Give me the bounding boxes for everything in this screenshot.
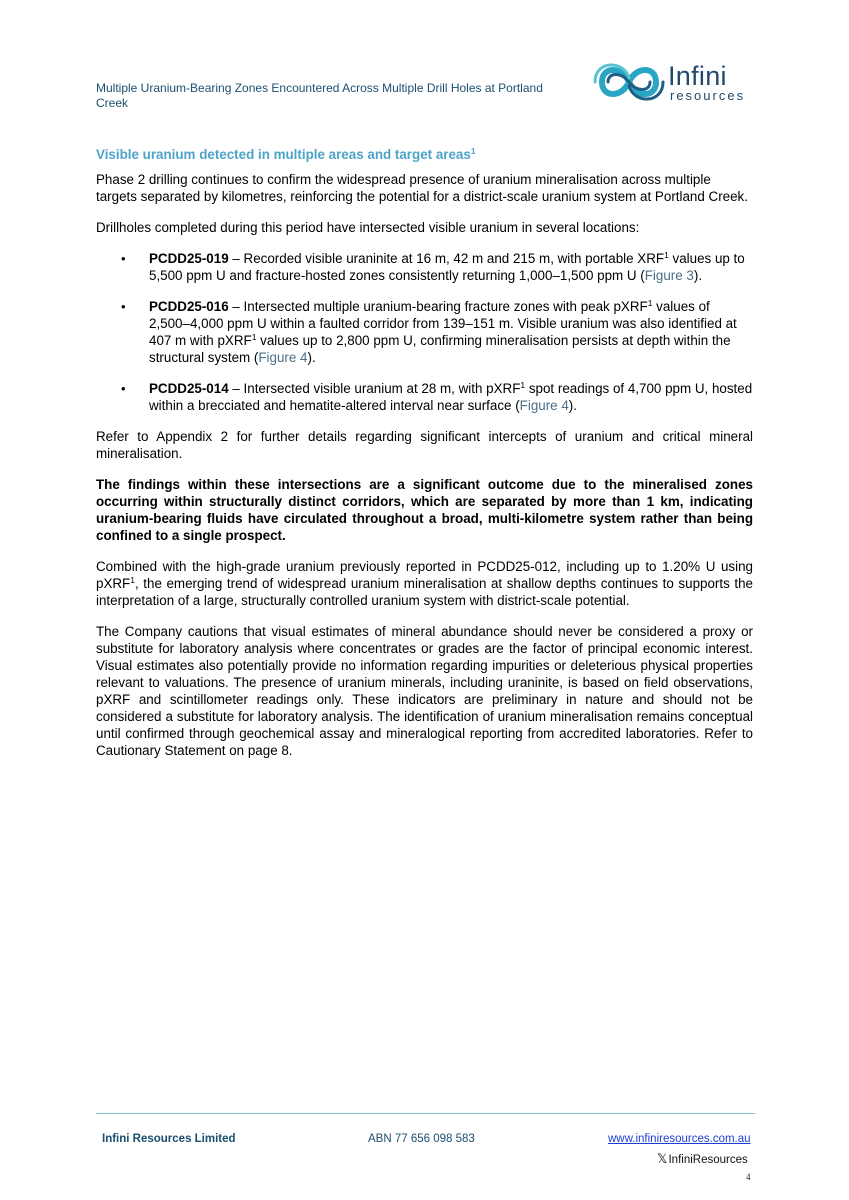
footer-abn: ABN 77 656 098 583 <box>368 1133 475 1145</box>
list-item-text: – Intersected visible uranium at 28 m, with pXRF <box>228 381 521 396</box>
drillholes-paragraph: Drillholes completed during this period have intersected visible uranium in several locations: <box>96 220 640 235</box>
document-body <box>96 146 753 773</box>
section-heading <box>96 146 753 163</box>
logo-wordmark: Infini <box>668 61 727 91</box>
footnote-ref: 1 <box>664 250 669 260</box>
list-item-text: spot readings of 4,700 ppm U, hosted within a brecciated and hematite-altered interval near surface ( <box>149 381 753 413</box>
drillhole-list <box>96 250 753 414</box>
x-logo-icon: 𝕏 <box>657 1151 668 1166</box>
intro-paragraph: Phase 2 drilling continues to confirm the widespread presence of uranium mineralisation across multiple targets separated by kilometres, reinforcing the potential for a district-scale uranium system at Portland Creek. <box>96 172 748 204</box>
paragraph-text: , the emerging trend of widespread uranium mineralisation at shallow depths continues to supports the interpretation of a large, structurally controlled uranium system with district-scale potential. <box>96 576 753 608</box>
combined-paragraph <box>96 558 753 609</box>
bullet-icon: • <box>121 251 126 266</box>
footer-divider <box>96 1113 755 1114</box>
list-item-text: values up to 5,500 ppm U and fracture-hosted zones consistently returning 1,000–1,500 ppm U ( <box>149 251 745 283</box>
infinity-logo-icon <box>592 58 666 106</box>
logo-subtitle: resources <box>670 88 746 103</box>
list-item-text: – Recorded visible uraninite at 16 m, 42 m and 215 m, with portable XRF <box>228 251 665 266</box>
list-item-text: values up to 2,800 ppm U, confirming mineralisation persists at depth within the structural system ( <box>149 333 731 365</box>
list-item-text: ). <box>307 350 316 365</box>
company-logo <box>592 58 762 106</box>
drillhole-id: PCDD25-016 <box>149 299 229 314</box>
footnote-ref: 1 <box>251 332 257 342</box>
footer-social-handle[interactable] <box>657 1151 748 1167</box>
figure-reference: Figure 4 <box>519 398 569 413</box>
footnote-ref: 1 <box>520 380 526 390</box>
list-item-text: – Intersected multiple uranium-bearing fracture zones with peak pXRF <box>228 299 648 314</box>
findings-paragraph: The findings within these intersections are a significant outcome due to the mineralised zones occurring within structurally distinct corridors, which are separated by more than 1 km, indicating uranium-bearing fluids have circulated throughout a broad, multi-kilometre system rather than being confined to a single prospect. <box>96 477 753 543</box>
footnote-ref: 1 <box>470 146 476 156</box>
list-item <box>96 298 753 366</box>
drillhole-id: PCDD25-014 <box>149 381 229 396</box>
social-handle-text: InfiniResources <box>668 1154 748 1166</box>
page-number: 4 <box>746 1172 751 1182</box>
list-item-text: values of 2,500–4,000 ppm U within a faulted corridor from 139–151 m. Visible uranium was also identified at 407 m with pXRF <box>149 299 737 348</box>
refer-paragraph: Refer to Appendix 2 for further details regarding significant intercepts of uranium and critical mineral mineralisation. <box>96 429 753 461</box>
section-heading-text: Visible uranium detected in multiple areas and target areas <box>96 147 471 162</box>
list-item <box>96 250 753 284</box>
footer-company-name: Infini Resources Limited <box>102 1133 236 1145</box>
document-header-title: Multiple Uranium-Bearing Zones Encountered Across Multiple Drill Holes at Portland Creek <box>96 81 543 110</box>
drillhole-id: PCDD25-019 <box>149 251 229 266</box>
list-item-text: ). <box>568 398 577 413</box>
bullet-icon: • <box>121 299 126 314</box>
figure-reference: Figure 3 <box>644 268 694 283</box>
paragraph-text: Combined with the high-grade uranium previously reported in PCDD25-012, including up to 1.20% U using pXRF <box>96 559 753 591</box>
list-item <box>96 380 753 414</box>
caution-paragraph: The Company cautions that visual estimates of mineral abundance should never be considered a proxy or substitute for laboratory analysis where concentrates or grades are the factor of principal economic interest. Visual estimates also potentially provide no information regarding impurities or deleterious physical properties relevant to valuations. The presence of uranium minerals, including uraninite, is based on field observations, pXRF and scintillometer readings only. These indicators are preliminary in nature and should not be considered a substitute for laboratory analysis. The identification of uranium mineralisation remains conceptual until confirmed through geochemical assay and mineralogical reporting from accredited laboratories. Refer to Cautionary Statement on page 8. <box>96 624 753 758</box>
footer-website-link[interactable]: www.infiniresources.com.au <box>608 1133 751 1145</box>
bullet-icon: • <box>121 381 126 396</box>
footnote-ref: 1 <box>647 298 653 308</box>
footnote-ref: 1 <box>130 575 135 585</box>
figure-reference: Figure 4 <box>258 350 308 365</box>
list-item-text: ). <box>693 268 703 283</box>
